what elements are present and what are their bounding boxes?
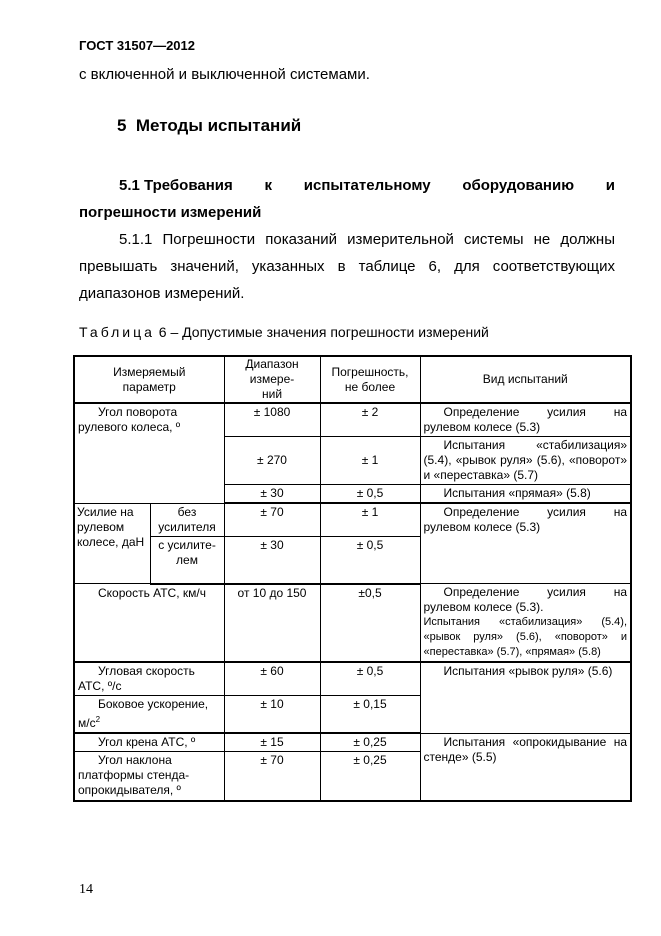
table-row [74, 662, 631, 696]
cell-steer-force-error-2: ± 0,5 [320, 536, 420, 584]
cell-steer-force-range-1: ± 70 [224, 503, 320, 536]
cell-steer-force-sub-1: без усилителя [150, 503, 224, 536]
cell-lat-accel-error: ± 0,15 [320, 696, 420, 734]
subsection-word-4: оборудованию [462, 177, 575, 194]
table-row [74, 503, 631, 536]
cell-yaw-rate-error: ± 0,5 [320, 662, 420, 696]
subsection-heading [79, 172, 615, 226]
table-row [74, 733, 631, 752]
section-heading: 5 Методы испытаний [117, 116, 302, 135]
cell-steer-angle-range-1: ± 1080 [224, 403, 320, 437]
cell-steer-force-sub-2: с усилите-лем [150, 536, 224, 584]
cell-lat-accel-param-sup: 2 [95, 715, 101, 724]
table-caption [79, 324, 489, 340]
cell-lat-accel-range: ± 10 [224, 696, 320, 734]
cell-platform-tilt-param: Угол наклона платформы стенда-опрокидывателя, º [74, 752, 224, 802]
cell-steer-force-error-1: ± 1 [320, 503, 420, 536]
cell-steer-force-param: Усилие на рулевом колесе, даН [74, 503, 150, 584]
cell-steer-angle-range-3: ± 30 [224, 485, 320, 504]
table-row [74, 584, 631, 663]
cell-speed-test-1: Определение усилия на рулевом колесе (5.3). [423, 585, 628, 614]
cell-roll-angle-test: Испытания «опрокидывание на стенде» (5.5) [420, 733, 631, 801]
subsection-word-3: испытательному [303, 177, 431, 194]
header-param: Измеряемый параметр [74, 356, 224, 403]
cell-platform-tilt-range: ± 70 [224, 752, 320, 802]
cell-lat-accel-param [74, 696, 224, 734]
cell-speed-test [420, 584, 631, 663]
cell-roll-angle-param: Угол крена АТС, º [74, 733, 224, 752]
table-caption-text: – Допустимые значения погрешности измерений [166, 324, 489, 340]
table-header-row [74, 356, 631, 403]
paragraph-5-1-1: 5.1.1 Погрешности показаний измерительной системы не должны превышать значений, указанных в таблице 6, для соответствующих диапазонов измерений. [79, 231, 615, 302]
table-caption-number: 6 [154, 324, 167, 340]
table-row [74, 403, 631, 437]
subsection-word-5: и [605, 177, 615, 194]
cell-roll-angle-range: ± 15 [224, 733, 320, 752]
cell-yaw-rate-test: Испытания «рывок руля» (5.6) [420, 662, 631, 733]
cell-steer-angle-range-2: ± 270 [224, 437, 320, 485]
table-caption-label: Таблица [79, 324, 155, 340]
cell-roll-angle-error: ± 0,25 [320, 733, 420, 752]
cell-steer-angle-param: Угол поворота рулевого колеса, º [74, 403, 224, 503]
header-error: Погрешность, не более [320, 356, 420, 403]
header-test: Вид испытаний [420, 356, 631, 403]
cell-steer-angle-test-3: Испытания «прямая» (5.8) [420, 485, 631, 504]
cell-speed-error: ±0,5 [320, 584, 420, 663]
error-table [73, 355, 632, 802]
cell-speed-range: от 10 до 150 [224, 584, 320, 663]
cell-steer-angle-error-1: ± 2 [320, 403, 420, 437]
subsection-heading-line2: погрешности измерений [79, 204, 262, 221]
document-code: ГОСТ 31507—2012 [79, 38, 195, 53]
cell-steer-force-range-2: ± 30 [224, 536, 320, 584]
cell-yaw-rate-param: Угловая скорость АТС, º/с [74, 662, 224, 696]
cell-yaw-rate-range: ± 60 [224, 662, 320, 696]
cell-speed-param: Скорость АТС, км/ч [74, 584, 224, 663]
cell-steer-angle-error-3: ± 0,5 [320, 485, 420, 504]
cell-lat-accel-param-text: Боковое ускорение, м/с [78, 697, 209, 730]
cell-steer-angle-test-1: Определение усилия на рулевом колесе (5.3) [420, 403, 631, 437]
cell-steer-angle-error-2: ± 1 [320, 437, 420, 485]
cell-steer-angle-test-2: Испытания «стабилизация» (5.4), «рывок руля» (5.6), «поворот» и «переставка» (5.7) [420, 437, 631, 485]
header-range: Диапазон измере-ний [224, 356, 320, 403]
subsection-word-2: к [264, 177, 273, 194]
cell-platform-tilt-error: ± 0,25 [320, 752, 420, 802]
cell-speed-test-2: Испытания «стабилизация» (5.4), «рывок руля» (5.6), «поворот» и «переставка» (5.7), «прямая» (5.8) [423, 616, 628, 658]
continuation-text: с включенной и выключенной системами. [79, 66, 370, 83]
subsection-word-1: 5.1 Требования [119, 177, 233, 194]
page-number: 14 [79, 882, 93, 897]
cell-steer-force-test: Определение усилия на рулевом колесе (5.3) [420, 503, 631, 584]
